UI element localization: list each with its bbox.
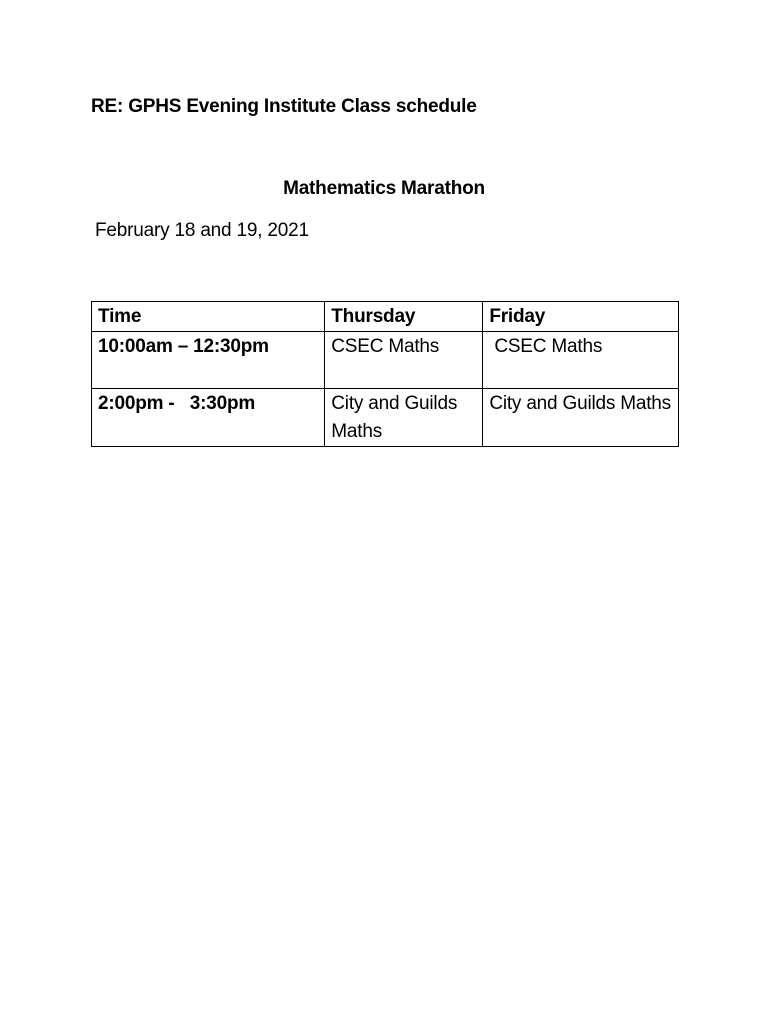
document-title: Mathematics Marathon (283, 178, 485, 199)
friday-cell: CSEC Maths (483, 332, 679, 389)
table-header-row (92, 302, 679, 332)
table-row (92, 389, 679, 447)
thursday-cell: City and Guilds Maths (325, 389, 483, 447)
friday-cell: City and Guilds Maths (483, 389, 679, 447)
header-thursday: Thursday (325, 302, 483, 332)
time-cell: 2:00pm - 3:30pm (92, 389, 325, 447)
table-row (92, 332, 679, 389)
thursday-cell: CSEC Maths (325, 332, 483, 389)
header-friday: Friday (483, 302, 679, 332)
subject-line: RE: GPHS Evening Institute Class schedule (91, 96, 477, 117)
time-cell: 10:00am – 12:30pm (92, 332, 325, 389)
header-time: Time (92, 302, 325, 332)
event-date: February 18 and 19, 2021 (95, 220, 309, 241)
schedule-table (91, 301, 679, 447)
